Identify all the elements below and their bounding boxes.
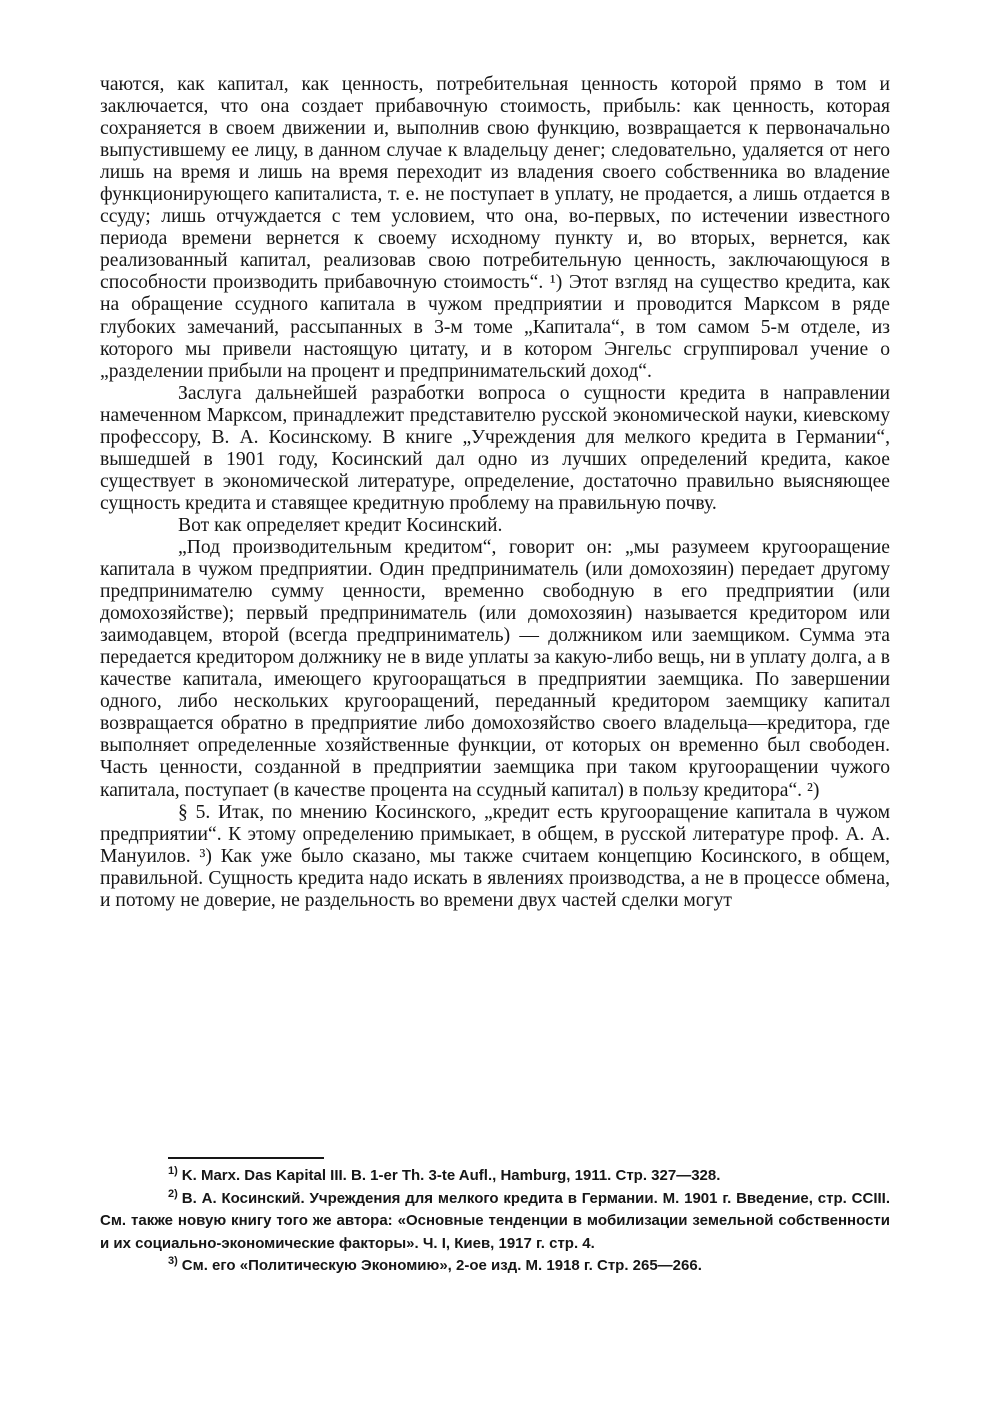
footnotes — [100, 1165, 890, 1278]
paragraph-merit-kosinsky: Заслуга дальнейшей разработки вопроса о сущности кредита в направлении намеченном Марксом, принадлежит представителю русской экономической науки, киевскому профессору, В. А. Косинскому. В книге „Учреждения для мелкого кредита в Германии“, вышедшей в 1901 году, Косинский дал одно из лучших определений кредита, какое существует в экономической литературе, определение, достаточно правильно выясняющее сущность кредита и ставящее кредитную проблему на правильную почву. — [100, 382, 890, 514]
footnote-1-text: K. Marx. Das Kapital III. B. 1-er Th. 3-te Aufl., Hamburg, 1911. Стр. 327—328. — [181, 1167, 721, 1184]
footnote-1-mark: 1) — [168, 1165, 178, 1177]
footnote-1 — [100, 1165, 890, 1188]
footnote-separator — [168, 1157, 324, 1159]
footnote-2 — [100, 1188, 890, 1256]
footnote-2-mark: 2) — [168, 1187, 178, 1200]
paragraph-intro-definition: Вот как определяет кредит Косинский. — [178, 514, 503, 536]
footnote-3-text: См. его «Политическую Экономию», 2-ое изд. М. 1918 г. Стр. 265—266. — [181, 1257, 702, 1274]
paragraph-section-5: § 5. Итак, по мнению Косинского, „кредит есть кругооращение капитала в чужом предприятии“. К этому определению примыкает, в общем, в русской литературе проф. А. А. Мануилов. ³) Как уже было сказано, мы также считаем концепцию Косинского, в общем, правильной. Сущность кредита надо искать в явлениях производства, а не в процессе обмена, и потому не доверие, не раздельность во времени двух частей сделки могут — [100, 801, 890, 911]
footnote-3 — [100, 1255, 890, 1278]
footnote-2-text: В. А. Косинский. Учреждения для мелкого кредита в Германии. М. 1901 г. Введение, стр. CCIII. См. также новую книгу того же автора: «Основные тенденции в мобилизации земельной собственности и их социально-экономические факторы». Ч. I, Киев, 1917 г. стр. 4. — [100, 1189, 890, 1252]
paragraph-continued-quote: чаются, как капитал, как ценность, потребительная ценность которой прямо в том и заключается, что она создает прибавочную стоимость, прибыль: как ценность, которая сохраняется в своем движении и, выполнив свою функцию, возвращается к первоначально выпустившему ее лицу, в данном случае к владельцу денег; следовательно, удаляется от него лишь на время и лишь на время переходит из владения своего собственника во владение функционирующего капиталиста, т. е. не поступает в уплату, не продается, а лишь отдается в ссуду; лишь отчуждается с тем условием, что она, во-первых, по истечении известного периода времени вернется к своему исходному пункту и, во вторых, вернется, как реализованный капитал, реализовав свою потребительную ценность, заключающуюся в способности производить прибавочную стоимость“. ¹) Этот взгляд на существо кредита, как на обращение ссудного капитала в чужом предприятии и проводится Марксом в ряде глубоких замечаний, рассыпанных в 3-м томе „Капитала“, в том самом 5-м отделе, из которого мы привели настоящую цитату, и в котором Энгельс сгруппировал учение о „разделении прибыли на процент и предпринимательский доход“. — [100, 74, 890, 382]
paragraph-kosinsky-quote: „Под производительным кредитом“, говорит он: „мы разумеем кругооращение капитала в чужом предприятии. Один предприниматель (или домохозяин) передает другому предпринимателю сумму ценности, временно свободную в его предприятии (или домохозяйстве); первый предприниматель (или домохозяин) называется кредитором или заимодавцем, второй (всегда предприниматель) — должником или заемщиком. Сумма эта передается кредитором должнику не в виде уплаты за какую-либо вещь, ни в уплату долга, а в качестве капитала, имеющего кругооращаться в предприятии заемщика. По завершении одного, либо нескольких кругооращений, переданный кредитором заемщику капитал возвращается обратно в предприятие либо домохозяйство своего владельца—кредитора, где выполняет определенные хозяйственные функции, от которых он временно был свободен. Часть ценности, созданной в предприятии заемщика при таком кругооращении чужого капитала, поступает (в качестве процента на ссудный капитал) в пользу кредитора“. ²) — [100, 536, 890, 801]
footnote-3-mark: 3) — [168, 1255, 178, 1267]
main-text — [100, 74, 890, 912]
